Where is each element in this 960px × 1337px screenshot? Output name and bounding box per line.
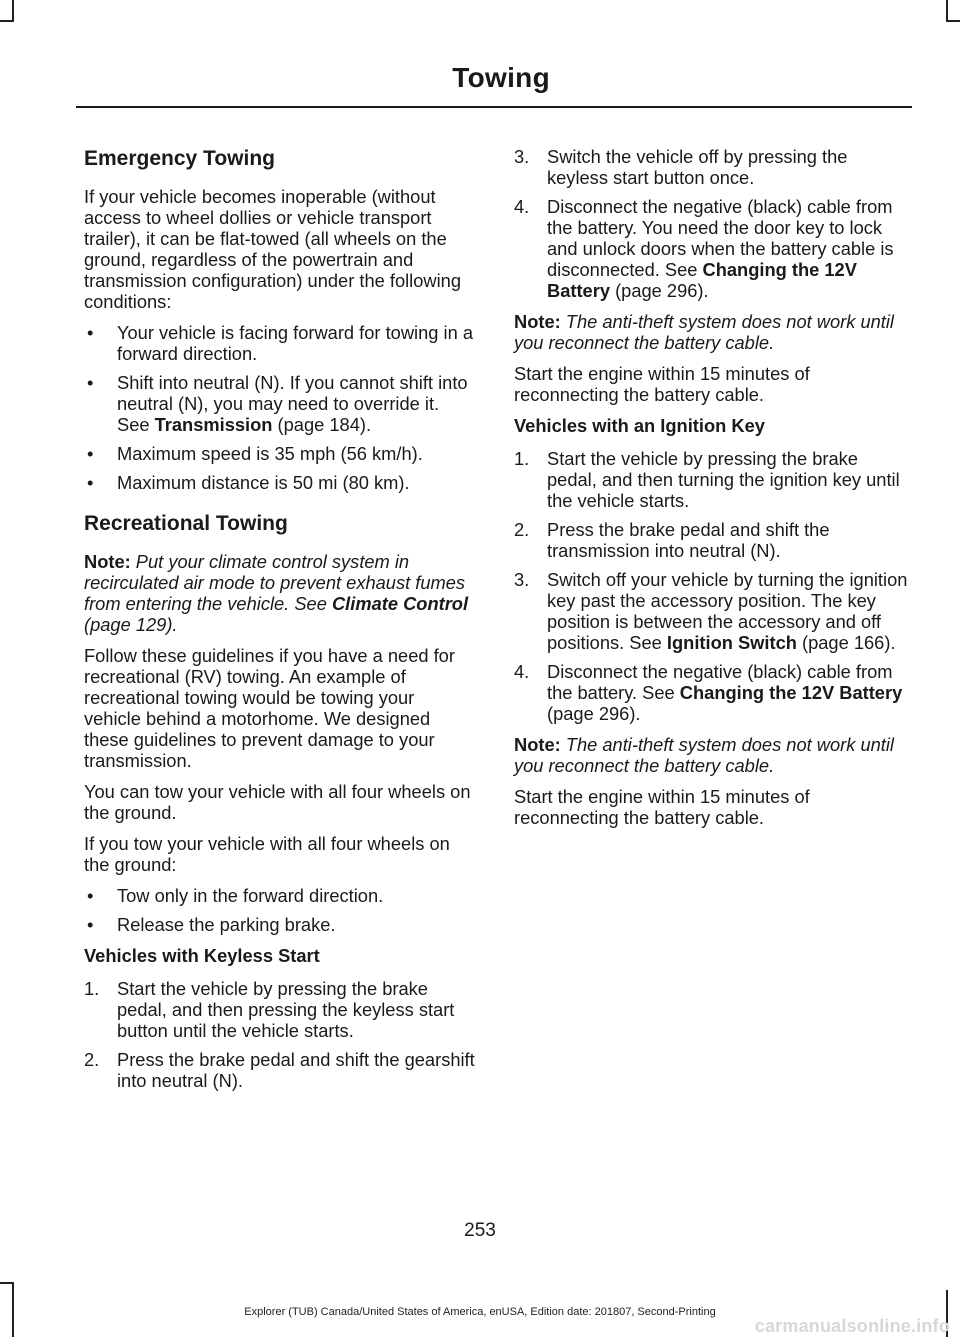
- recreational-bullets: [84, 885, 476, 935]
- note-label: Note:: [514, 734, 561, 755]
- recreational-paragraph: If you tow your vehicle with all four wheels on the ground:: [84, 833, 450, 875]
- note-text: Put your climate control system in recirculated air mode to prevent exhaust fumes from entering the vehicle. See: [84, 551, 466, 614]
- ignition-steps: [514, 448, 910, 724]
- bullet-marker: •: [87, 372, 94, 393]
- bullet-marker: •: [87, 885, 94, 906]
- step-number: 4.: [514, 661, 530, 682]
- bullet-marker: •: [87, 914, 94, 935]
- keyless-steps-continued: [514, 146, 910, 301]
- list-item-text: Release the parking brake.: [117, 914, 336, 935]
- note: [514, 311, 910, 353]
- link-transmission[interactable]: Transmission: [154, 414, 273, 435]
- link-changing-12v-battery[interactable]: Changing the 12V Battery: [679, 682, 903, 703]
- bullet-marker: •: [87, 472, 94, 493]
- subheading-keyless-start: Vehicles with Keyless Start: [84, 945, 320, 966]
- list-item-text: Press the brake pedal and shift the gearshift into neutral (N).: [117, 1049, 475, 1091]
- note-label: Note:: [84, 551, 131, 572]
- page-ref: (page 296).: [547, 703, 641, 724]
- recreational-note: [84, 551, 476, 635]
- list-item: [514, 196, 910, 301]
- edition-footer: Explorer (TUB) Canada/United States of America, enUSA, Edition date: 201807, Second-Printing: [244, 1306, 716, 1318]
- emergency-conditions-list: [84, 322, 476, 493]
- page-ref: (page 184).: [272, 414, 372, 435]
- list-item: [84, 914, 476, 935]
- list-item: [84, 443, 476, 464]
- right-column: [514, 146, 910, 838]
- list-item-text: Your vehicle is facing forward for towing in a forward direction.: [117, 322, 473, 364]
- note-text: The anti-theft system does not work until you reconnect the battery cable.: [514, 734, 894, 776]
- note-label: Note:: [514, 311, 561, 332]
- page-ref: (page 129).: [84, 614, 178, 635]
- header-divider: [76, 106, 912, 108]
- crop-mark: [946, 20, 960, 22]
- step-number: 1.: [514, 448, 530, 469]
- list-item-text: Start the vehicle by pressing the brake pedal, and then turning the ignition key until the vehicle starts.: [547, 448, 900, 511]
- subheading-ignition-key: Vehicles with an Ignition Key: [514, 415, 765, 436]
- crop-mark: [12, 0, 14, 22]
- link-ignition-switch[interactable]: Ignition Switch: [666, 632, 797, 653]
- note: [514, 734, 910, 776]
- list-item-text: Switch off your vehicle by turning the ignition key past the accessory position. The key position is between the accessory and off positions. See: [547, 569, 908, 653]
- list-item: [514, 519, 910, 561]
- list-item-text: Switch the vehicle off by pressing the keyless start button once.: [547, 146, 848, 188]
- crop-mark: [0, 20, 14, 22]
- step-number: 3.: [514, 569, 530, 590]
- bullet-marker: •: [87, 443, 94, 464]
- step-number: 2.: [84, 1049, 100, 1070]
- list-item-text: Maximum distance is 50 mi (80 km).: [117, 472, 410, 493]
- list-item-text: Disconnect the negative (black) cable from the battery. See: [547, 661, 893, 703]
- step-number: 3.: [514, 146, 530, 167]
- list-item-text: Disconnect the negative (black) cable from the battery. You need the door key to lock and unlock doors when the battery cable is disconnected. See: [547, 196, 894, 280]
- list-item-text: Shift into neutral (N). If you cannot shift into neutral (N), you may need to override it. See: [117, 372, 468, 435]
- paragraph: Start the engine within 15 minutes of reconnecting the battery cable.: [514, 786, 810, 828]
- list-item: [514, 448, 910, 511]
- list-item-text: Tow only in the forward direction.: [117, 885, 384, 906]
- crop-mark: [946, 0, 948, 22]
- bullet-marker: •: [87, 322, 94, 343]
- recreational-paragraph: You can tow your vehicle with all four wheels on the ground.: [84, 781, 471, 823]
- keyless-steps: [84, 978, 476, 1091]
- list-item-text: Start the vehicle by pressing the brake pedal, and then pressing the keyless start button until the vehicle starts.: [117, 978, 455, 1041]
- list-item: [514, 569, 910, 653]
- step-number: 4.: [514, 196, 530, 217]
- section-heading-emergency: Emergency Towing: [84, 147, 275, 170]
- list-item-text: Maximum speed is 35 mph (56 km/h).: [117, 443, 423, 464]
- paragraph: Start the engine within 15 minutes of reconnecting the battery cable.: [514, 363, 810, 405]
- list-item: [84, 322, 476, 364]
- list-item: [84, 1049, 476, 1091]
- list-item: [84, 978, 476, 1041]
- list-item: [514, 146, 910, 188]
- list-item: [84, 372, 476, 435]
- list-item-text: Press the brake pedal and shift the transmission into neutral (N).: [547, 519, 830, 561]
- link-climate-control[interactable]: Climate Control: [331, 593, 469, 614]
- page-ref: (page 166).: [796, 632, 896, 653]
- page-ref: (page 296).: [610, 280, 709, 301]
- list-item: [84, 885, 476, 906]
- list-item: [514, 661, 910, 724]
- note-text: The anti-theft system does not work until you reconnect the battery cable.: [514, 311, 894, 353]
- page-title: Towing: [452, 62, 550, 93]
- page-number: 253: [464, 1220, 496, 1241]
- left-column: [84, 146, 476, 1101]
- watermark: carmanualsonline.info: [754, 1316, 950, 1336]
- list-item: [84, 472, 476, 493]
- link-changing-12v-battery[interactable]: Changing the 12V Battery: [547, 259, 857, 301]
- recreational-paragraph: Follow these guidelines if you have a need for recreational (RV) towing. An example of recreational towing would be towing your vehicle behind a motorhome. We designed these guidelines to prevent damage to your transmission.: [84, 645, 455, 771]
- section-heading-recreational: Recreational Towing: [84, 512, 288, 535]
- step-number: 1.: [84, 978, 100, 999]
- emergency-intro: If your vehicle becomes inoperable (without access to wheel dollies or vehicle transport trailer), it can be flat-towed (all wheels on the ground, regardless of the powertrain and transmission configuration) under the following conditions:: [84, 186, 461, 312]
- crop-mark: [0, 1282, 14, 1284]
- step-number: 2.: [514, 519, 530, 540]
